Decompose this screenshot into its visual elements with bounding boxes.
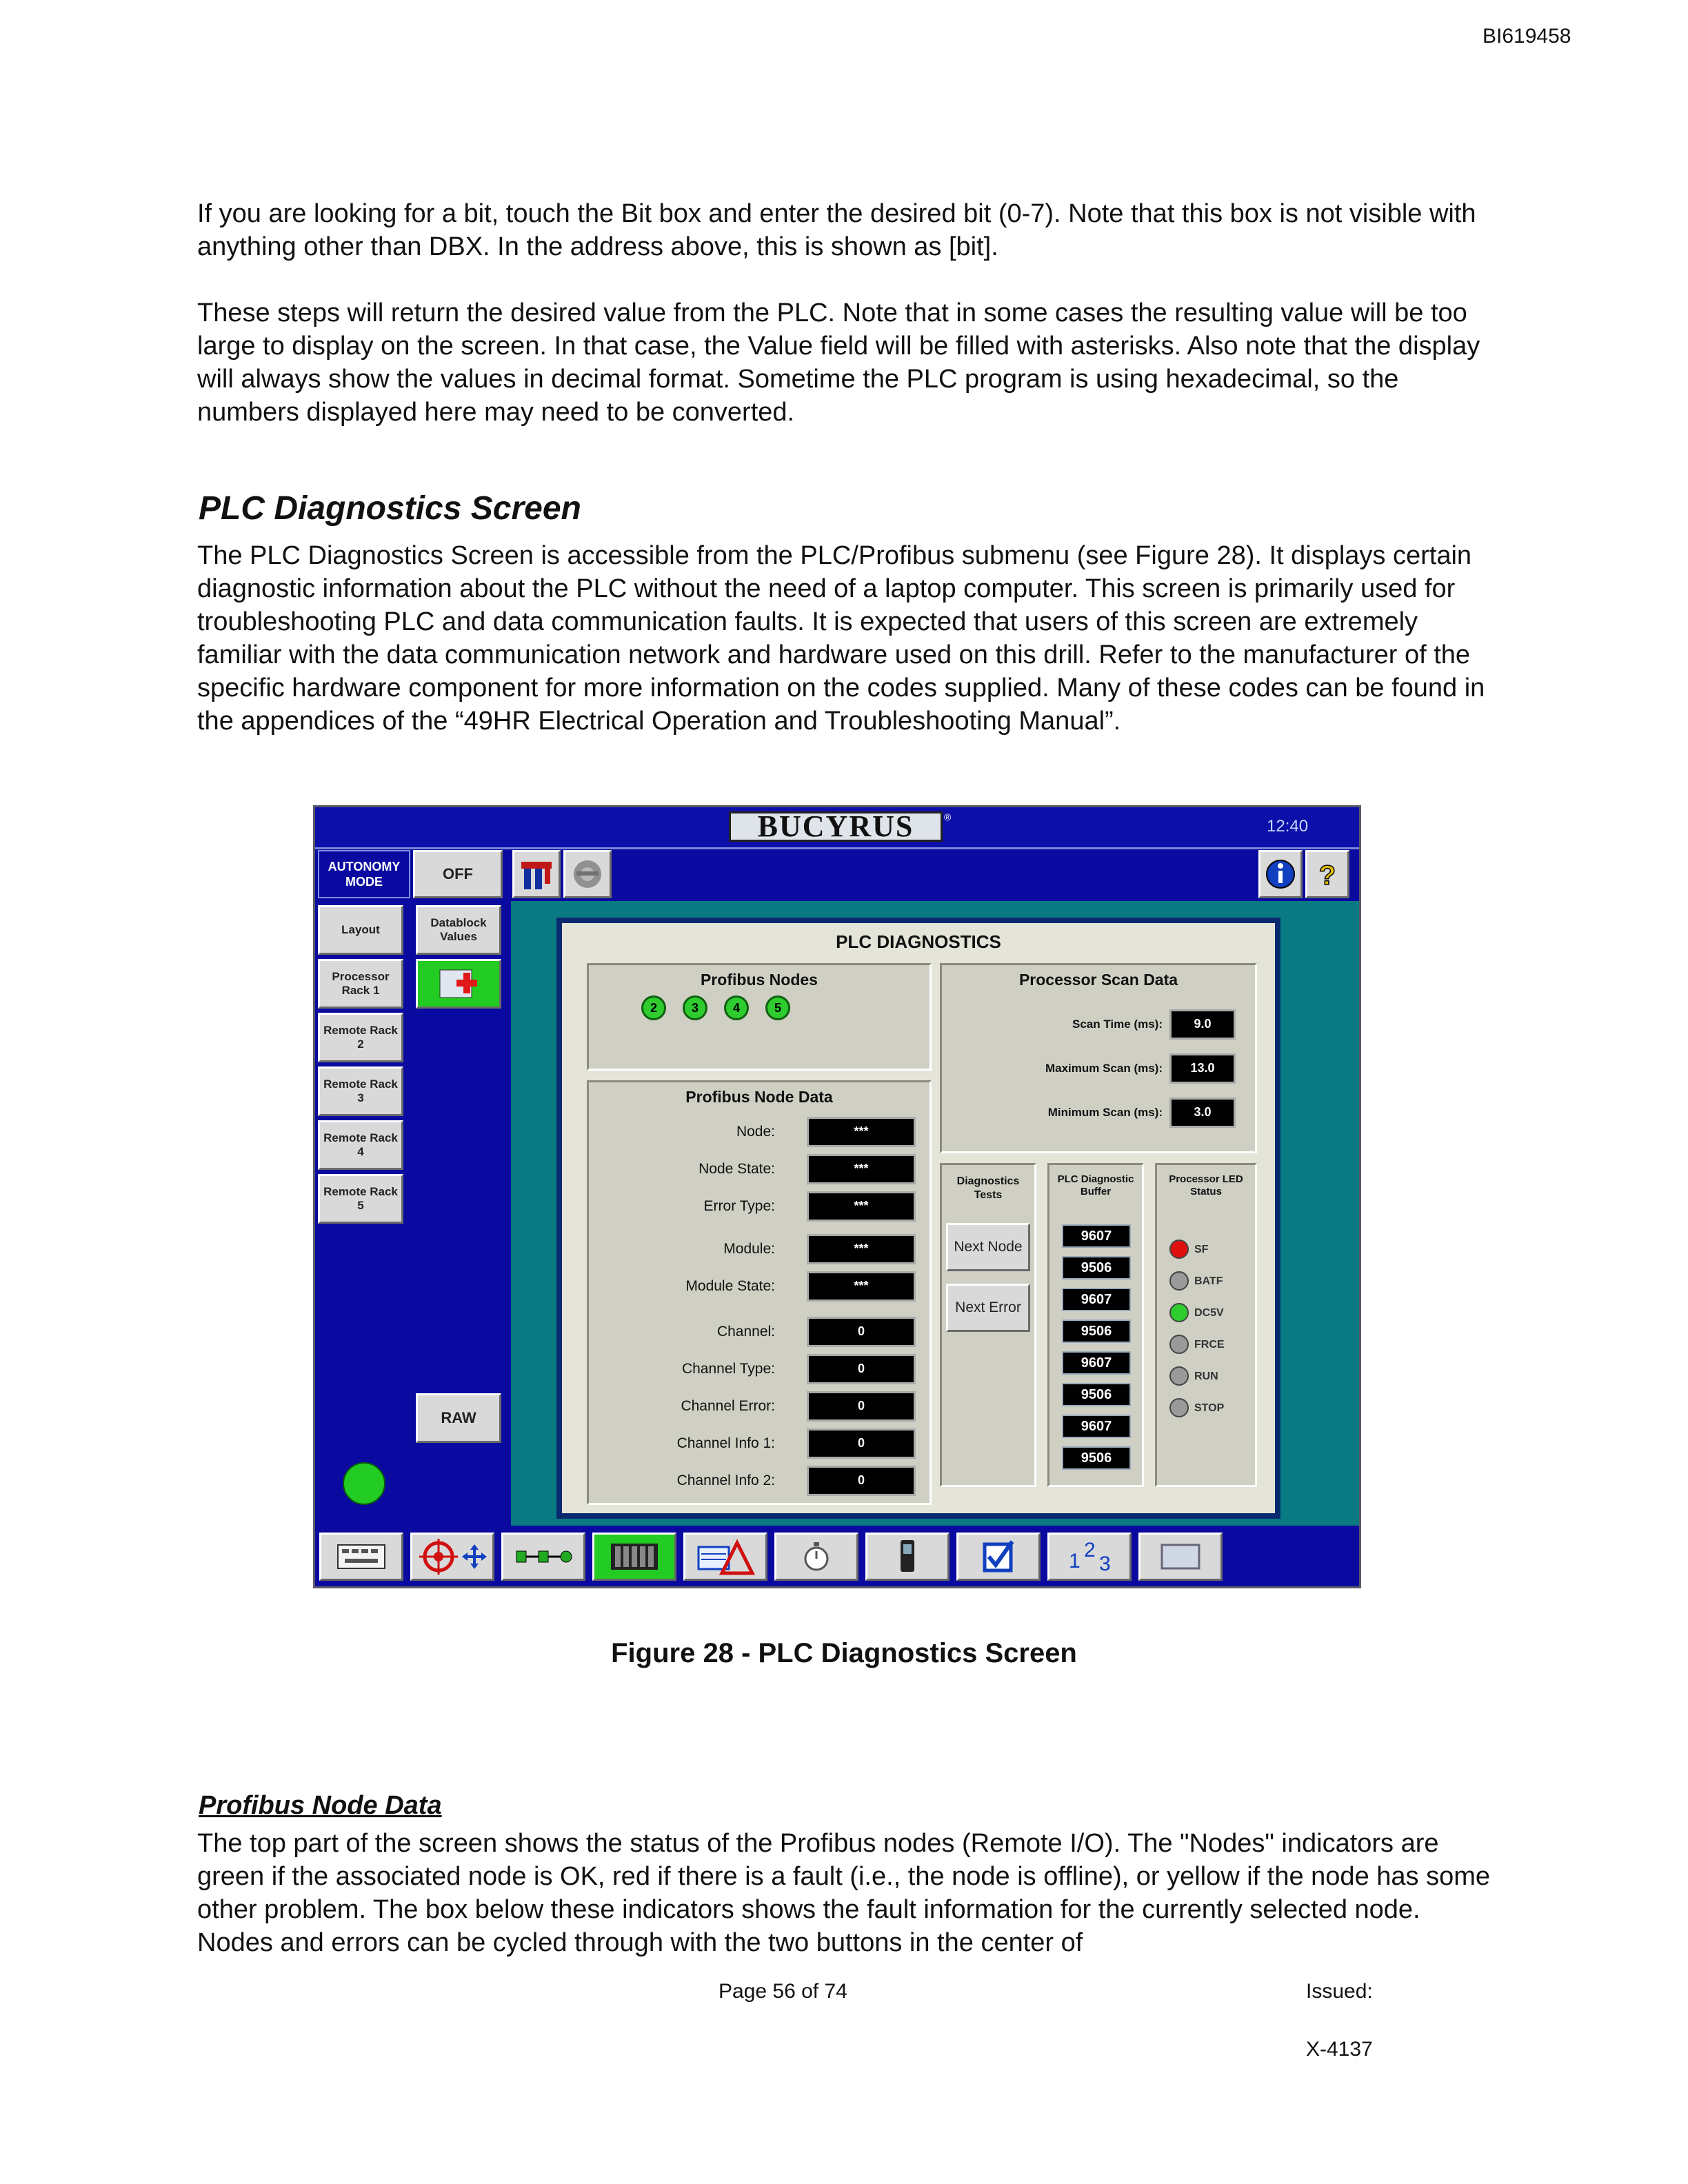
target-move-button[interactable]: [410, 1533, 494, 1581]
channel-error-value: 0: [807, 1391, 916, 1422]
channel-type-label: Channel Type:: [681, 1361, 775, 1377]
plc-diagnostics-panel: [556, 918, 1280, 1519]
info-icon: [1265, 858, 1296, 890]
intro-paragraph-1: If you are looking for a bit, touch the Bit box and enter the desired bit (0-7). Note that this box is not visible with anything other than DBX. In the address above, this is shown as [bit].: [197, 199, 1476, 261]
node-data-title: Profibus Node Data: [685, 1088, 833, 1106]
led-stop-label: STOP: [1194, 1402, 1225, 1414]
buffer-value-3: 9607: [1062, 1288, 1131, 1311]
medical-diagnostics-icon: [428, 964, 490, 1003]
bottom-toolbar: [315, 1527, 1359, 1586]
chart-warning-button[interactable]: [683, 1533, 767, 1581]
autonomy-off-button[interactable]: OFF: [413, 850, 503, 898]
minimum-scan-value: 3.0: [1169, 1098, 1236, 1128]
help-button[interactable]: [1305, 850, 1349, 898]
node-indicator-3: 3: [683, 995, 707, 1020]
led-batf: [1169, 1271, 1189, 1291]
module-value: ***: [807, 1234, 916, 1264]
intro-paragraph-2: These steps will return the desired value from the PLC. Note that in some cases the resulting value will be too large to display on the screen. In that case, the Value field will be filled with asterisks. Also note that the display will always show the values in decimal format. Sometime the PLC program is using hexadecimal, so the numbers displayed here may need to be converted.: [197, 299, 1480, 427]
next-error-button[interactable]: Next Error: [946, 1284, 1030, 1332]
timer-button[interactable]: [774, 1533, 858, 1581]
svg-text:3: 3: [1099, 1553, 1111, 1575]
module-state-value: ***: [807, 1271, 916, 1302]
phone-icon: [894, 1537, 921, 1576]
node-state-label: Node State:: [699, 1161, 775, 1177]
processor-led-status-group: [1155, 1163, 1257, 1487]
led-batf-label: BATF: [1194, 1275, 1223, 1287]
phone-button[interactable]: [865, 1533, 950, 1581]
raw-button[interactable]: RAW: [416, 1393, 501, 1443]
clock: 12:40: [1267, 817, 1309, 836]
buffer-value-5: 9607: [1062, 1351, 1131, 1375]
keyboard-button[interactable]: [319, 1533, 403, 1581]
channel-error-label: Channel Error:: [681, 1398, 775, 1414]
diagnostics-tests-title: Diagnostics Tests: [956, 1175, 1020, 1201]
led-sf: [1169, 1240, 1189, 1259]
buffer-value-7: 9607: [1062, 1415, 1131, 1438]
buffer-value-2: 9506: [1062, 1256, 1131, 1280]
plc-diagnostic-buffer-group: [1047, 1163, 1144, 1487]
target-move-icon: [418, 1537, 487, 1576]
led-frce-label: FRCE: [1194, 1339, 1225, 1351]
svg-text:2: 2: [1084, 1539, 1096, 1561]
led-run: [1169, 1366, 1189, 1386]
profibus-node-data-group: [587, 1080, 932, 1505]
subsection-body: The top part of the screen shows the status of the Profibus nodes (Remote I/O). The "Nodes" indicators are green if the associated node is OK, red if there is a fault (i.e., the node is offline), or yellow if the node has some other problem. The box below these indicators shows the fault information for the currently selected node. Nodes and errors can be cycled through with the two buttons in the center of: [197, 1829, 1491, 1957]
node-label: Node:: [736, 1124, 775, 1140]
buffer-title: PLC Diagnostic Buffer: [1057, 1173, 1134, 1197]
checkbox-button[interactable]: [956, 1533, 1041, 1581]
subsection-title: Profibus Node Data: [199, 1791, 442, 1820]
led-sf-label: SF: [1194, 1244, 1209, 1255]
engine-icon: [570, 856, 605, 892]
plc-rack-button[interactable]: [592, 1533, 676, 1581]
processor-rack-1-button[interactable]: Processor Rack 1: [318, 959, 403, 1009]
figure-caption: Figure 28 - PLC Diagnostics Screen: [611, 1638, 1077, 1668]
plc-rack-icon: [607, 1539, 662, 1574]
svg-text:?: ?: [1318, 860, 1336, 890]
node-indicator-5: 5: [765, 995, 790, 1020]
led-dc5v-label: DC5V: [1194, 1307, 1224, 1319]
channel-info-2-label: Channel Info 2:: [676, 1473, 775, 1488]
led-run-label: RUN: [1194, 1371, 1218, 1382]
datablock-values-button[interactable]: Datablock Values: [416, 905, 501, 955]
scan-data-title: Processor Scan Data: [1018, 971, 1178, 989]
channel-label: Channel:: [716, 1324, 775, 1339]
node-indicator-2: 2: [641, 995, 666, 1020]
remote-rack-4-button[interactable]: Remote Rack 4: [318, 1120, 403, 1170]
network-button[interactable]: [501, 1533, 585, 1581]
error-type-label: Error Type:: [703, 1198, 775, 1214]
profibus-nodes-title: Profibus Nodes: [701, 971, 818, 989]
maximum-scan-label: Maximum Scan (ms):: [1045, 1062, 1163, 1075]
node-indicator-4: 4: [724, 995, 749, 1020]
minimum-scan-label: Minimum Scan (ms):: [1047, 1106, 1163, 1119]
channel-info-1-value: 0: [807, 1428, 916, 1459]
monitor-icon: [1156, 1539, 1205, 1574]
plc-diagnostics-screenshot: [313, 805, 1361, 1588]
channel-value: 0: [807, 1317, 916, 1347]
scan-time-label: Scan Time (ms):: [1072, 1018, 1163, 1031]
plc-icon: [519, 856, 554, 892]
channel-info-2-value: 0: [807, 1466, 916, 1496]
info-button[interactable]: [1258, 850, 1303, 898]
monitor-button[interactable]: [1138, 1533, 1223, 1581]
numbers-icon: [1062, 1537, 1117, 1576]
keyboard-icon: [334, 1539, 389, 1574]
led-dc5v: [1169, 1303, 1189, 1322]
next-node-button[interactable]: Next Node: [946, 1223, 1030, 1271]
buffer-value-4: 9506: [1062, 1320, 1131, 1343]
autonomy-mode-label: AUTONOMY MODE: [318, 850, 410, 898]
node-state-value: ***: [807, 1154, 916, 1184]
section-body: The PLC Diagnostics Screen is accessible from the PLC/Profibus submenu (see Figure 28). It displays certain diagnostic information about the PLC without the need of a laptop computer. This screen is primarily used for troubleshooting PLC and data communication faults. It is expected that users of this screen are extremely familiar with the data communication network and hardware used on this drill. Refer to the manufacturer of the specific hardware component for more information on the codes supplied. Many of these codes can be found in the appendices of the “49HR Electrical Operation and Troubleshooting Manual”.: [197, 541, 1485, 736]
section-title: PLC Diagnostics Screen: [199, 490, 581, 527]
registered-mark: ®: [944, 811, 952, 822]
buffer-value-1: 9607: [1062, 1224, 1131, 1248]
profibus-nodes-group: [587, 963, 932, 1071]
network-icon: [512, 1543, 574, 1570]
timer-icon: [799, 1539, 834, 1574]
buffer-value-6: 9506: [1062, 1383, 1131, 1406]
led-stop: [1169, 1398, 1189, 1417]
diagnostics-tests-group: [940, 1163, 1036, 1487]
led-status-title: Processor LED Status: [1169, 1173, 1243, 1197]
status-light: [343, 1462, 385, 1505]
panel-title: PLC DIAGNOSTICS: [836, 931, 1001, 952]
led-frce: [1169, 1335, 1189, 1354]
module-label: Module:: [723, 1241, 775, 1257]
engine-toolbar-button[interactable]: [563, 850, 612, 898]
title-bar: [315, 807, 1359, 849]
plc-toolbar-button[interactable]: [512, 850, 561, 898]
issued-label: Issued:: [1306, 1980, 1373, 2003]
channel-info-1-label: Channel Info 1:: [676, 1435, 775, 1451]
remote-rack-5-button[interactable]: Remote Rack 5: [318, 1174, 403, 1224]
document-number: X-4137: [1306, 2038, 1373, 2061]
brand-logo: BUCYRUS: [729, 811, 943, 842]
remote-rack-2-button[interactable]: Remote Rack 2: [318, 1013, 403, 1062]
processor-scan-data-group: [940, 963, 1257, 1153]
node-value: ***: [807, 1117, 916, 1147]
checkbox-icon: [979, 1537, 1018, 1576]
channel-type-value: 0: [807, 1354, 916, 1384]
svg-text:1: 1: [1069, 1550, 1081, 1573]
layout-button[interactable]: Layout: [318, 905, 403, 955]
module-state-label: Module State:: [685, 1278, 775, 1294]
scan-time-value: 9.0: [1169, 1009, 1236, 1040]
numbers-button[interactable]: [1047, 1533, 1132, 1581]
diagnostics-button[interactable]: [416, 959, 501, 1009]
document-id: BI619458: [1483, 25, 1571, 48]
buffer-value-8: 9506: [1062, 1446, 1131, 1470]
help-icon: [1312, 858, 1343, 890]
remote-rack-3-button[interactable]: Remote Rack 3: [318, 1066, 403, 1116]
page-number: Page 56 of 74: [719, 1980, 847, 2003]
chart-warning-icon: [694, 1537, 756, 1576]
error-type-value: ***: [807, 1191, 916, 1222]
maximum-scan-value: 13.0: [1169, 1053, 1236, 1084]
